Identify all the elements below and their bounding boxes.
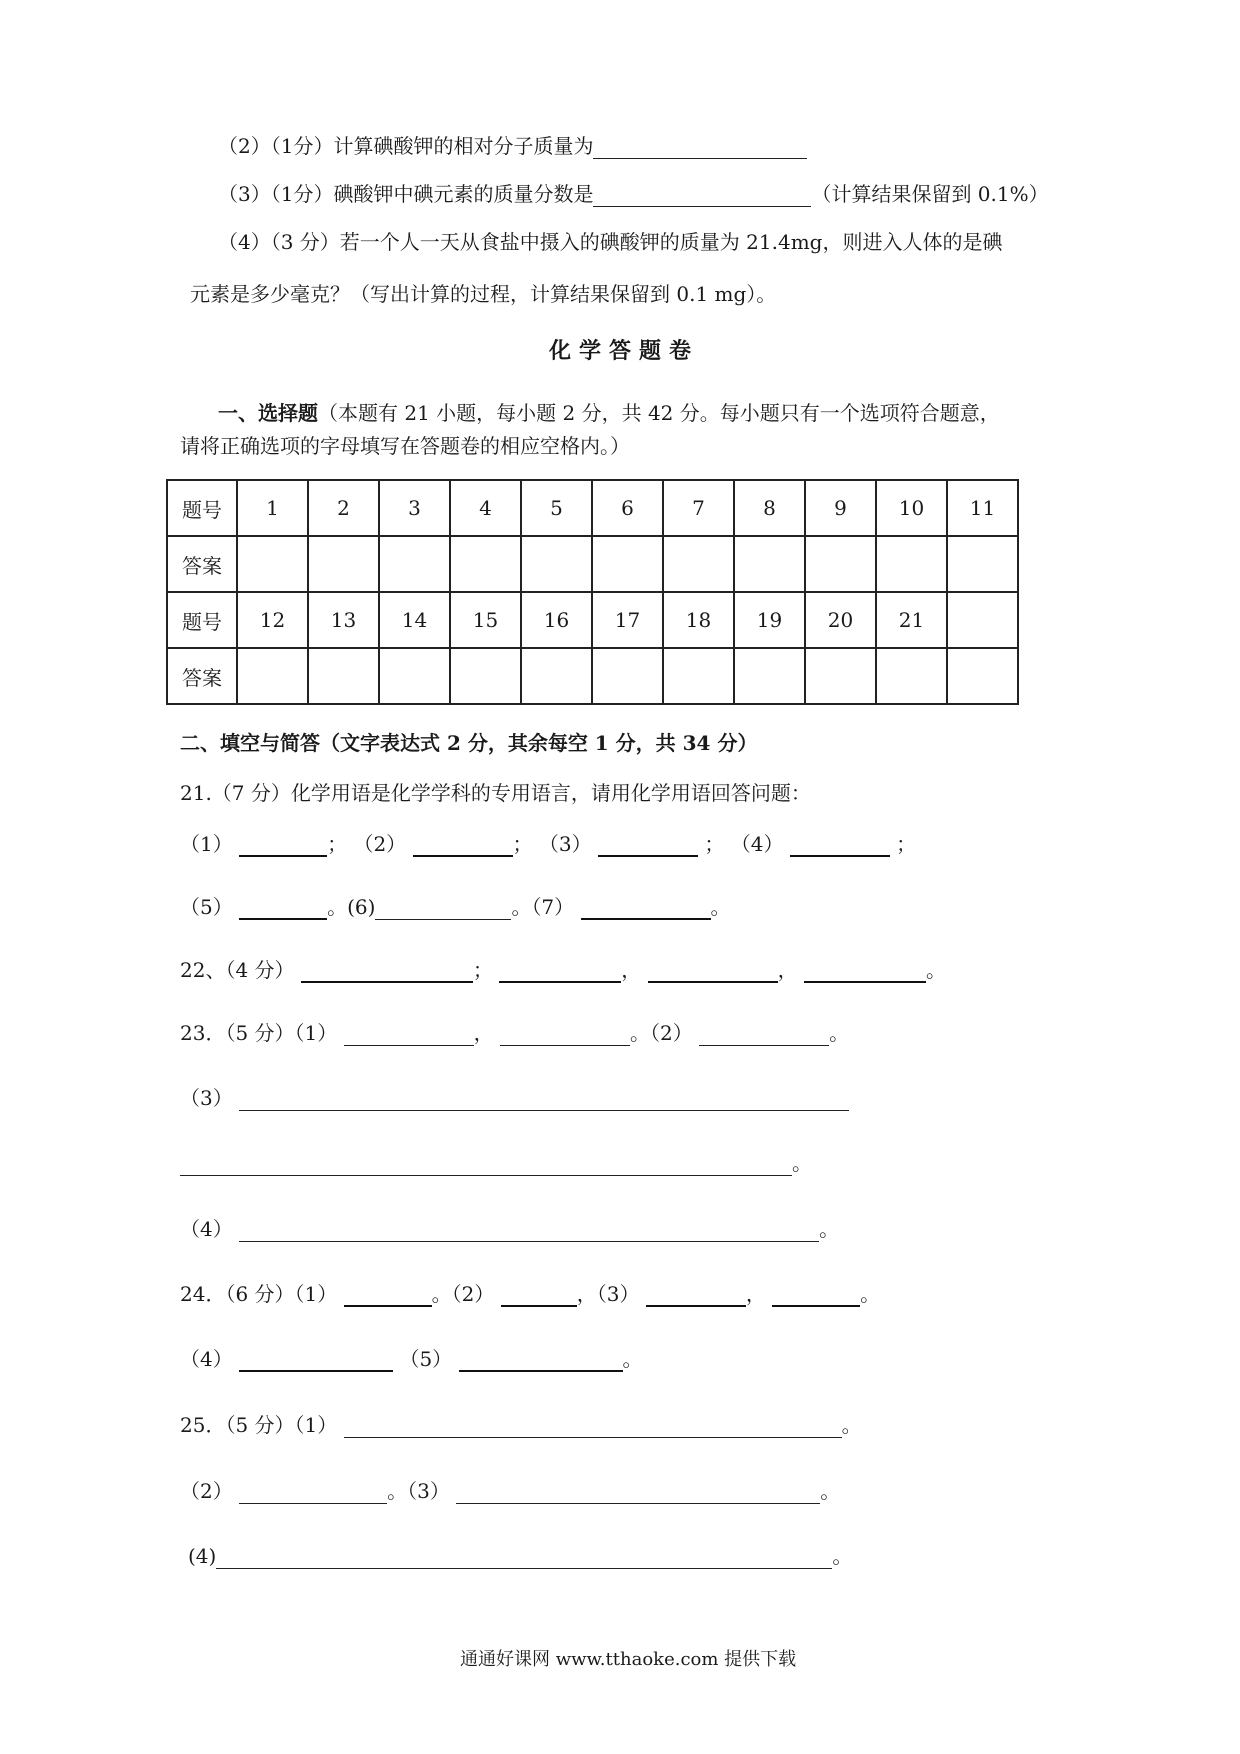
part-label: （4） bbox=[180, 1347, 233, 1371]
answer-blank[interactable] bbox=[790, 833, 890, 857]
answer-cell[interactable] bbox=[450, 536, 521, 592]
answer-blank[interactable] bbox=[499, 959, 621, 983]
punctuation: 。 bbox=[710, 895, 731, 919]
question-number-cell: 21 bbox=[876, 592, 947, 648]
part-label: （2） bbox=[353, 832, 407, 856]
punctuation: 。 bbox=[832, 1544, 853, 1568]
section-1-desc-line2: 请将正确选项的字母填写在答题卷的相应空格内。） bbox=[180, 434, 630, 458]
punctuation: ； bbox=[472, 958, 493, 982]
part-label: （3） bbox=[180, 1086, 233, 1110]
punctuation: ； bbox=[896, 832, 917, 856]
question-25-row1 bbox=[180, 1412, 862, 1438]
table-row bbox=[167, 480, 1018, 536]
question-number-cell: 12 bbox=[237, 592, 308, 648]
question-number-cell: 5 bbox=[521, 480, 592, 536]
punctuation: ， bbox=[576, 1282, 597, 1306]
answer-blank[interactable] bbox=[646, 1283, 746, 1307]
punctuation: ， bbox=[777, 958, 798, 982]
footer-text: 通通好课网 www.tthaoke.com 提供下载 bbox=[460, 1649, 797, 1670]
section-1-desc: （本题有 21 小题，每小题 2 分，共 42 分。每小题只有一个选项符合题意， bbox=[318, 401, 1000, 425]
answer-cell[interactable] bbox=[308, 648, 379, 704]
punctuation: 。 bbox=[841, 1413, 862, 1437]
answer-cell[interactable] bbox=[237, 536, 308, 592]
question-number-cell: 2 bbox=[308, 480, 379, 536]
section-1-heading bbox=[218, 400, 1000, 426]
answer-blank[interactable] bbox=[239, 1219, 819, 1242]
answer-blank[interactable] bbox=[180, 1153, 792, 1176]
answer-cell[interactable] bbox=[379, 648, 450, 704]
table-row-label: 题号 bbox=[167, 592, 237, 648]
question-label: 23．（5 分）（1） bbox=[180, 1021, 338, 1045]
answer-cell[interactable] bbox=[450, 648, 521, 704]
answer-blank[interactable] bbox=[804, 959, 926, 983]
answer-blank[interactable] bbox=[459, 1348, 623, 1372]
part-label: （4） bbox=[730, 832, 784, 856]
question-2-blank[interactable] bbox=[593, 136, 807, 159]
answer-blank[interactable] bbox=[648, 959, 778, 983]
question-23-row2 bbox=[180, 1085, 849, 1111]
question-3 bbox=[218, 181, 1049, 207]
page-title: 化学答题卷 bbox=[549, 338, 700, 364]
question-label: 25．（5 分）（1） bbox=[180, 1413, 338, 1437]
question-2 bbox=[218, 133, 807, 159]
answer-cell[interactable] bbox=[592, 648, 663, 704]
question-4-line2: 元素是多少毫克？（写出计算的过程，计算结果保留到 0.1 mg）。 bbox=[190, 282, 777, 306]
question-number-cell: 18 bbox=[663, 592, 734, 648]
punctuation: 。 bbox=[629, 1021, 650, 1045]
table-row bbox=[167, 536, 1018, 592]
answer-blank[interactable] bbox=[344, 1415, 842, 1438]
answer-blank[interactable] bbox=[301, 959, 473, 983]
part-label: （3） bbox=[596, 1282, 640, 1306]
question-number-cell: 7 bbox=[663, 480, 734, 536]
answer-cell[interactable] bbox=[876, 536, 947, 592]
punctuation: ； bbox=[704, 832, 725, 856]
answer-blank[interactable] bbox=[239, 1481, 387, 1504]
question-4-line1: （4）（3 分）若一个人一天从食盐中摄入的碘酸钾的质量为 21.4mg，则进入人体的是碘 bbox=[218, 230, 1003, 254]
part-label: （2） bbox=[451, 1282, 495, 1306]
part-label: （2） bbox=[649, 1021, 693, 1045]
question-number-cell: 15 bbox=[450, 592, 521, 648]
question-number-cell: 14 bbox=[379, 592, 450, 648]
part-label: （7） bbox=[531, 895, 575, 919]
punctuation: ； bbox=[512, 832, 533, 856]
punctuation: 。 bbox=[829, 1021, 850, 1045]
punctuation: 。 bbox=[622, 1347, 643, 1371]
question-3-label: （3）（1分）碘酸钾中碘元素的质量分数是 bbox=[218, 182, 594, 206]
answer-cell[interactable] bbox=[521, 536, 592, 592]
question-23-row4 bbox=[180, 1216, 839, 1242]
answer-blank[interactable] bbox=[500, 1023, 630, 1046]
table-row-label: 答案 bbox=[167, 648, 237, 704]
part-label: （3） bbox=[538, 832, 592, 856]
answer-blank[interactable] bbox=[239, 833, 327, 857]
answer-blank[interactable] bbox=[581, 896, 711, 920]
punctuation: 。 bbox=[925, 958, 946, 982]
question-23-row3 bbox=[180, 1150, 812, 1176]
section-1-title: 一、选择题 bbox=[218, 401, 318, 425]
question-22 bbox=[180, 957, 946, 983]
question-24-row2 bbox=[180, 1346, 643, 1372]
question-25-row3 bbox=[188, 1543, 852, 1569]
answer-blank[interactable] bbox=[772, 1283, 860, 1307]
answer-blank[interactable] bbox=[699, 1023, 829, 1046]
answer-cell[interactable] bbox=[947, 648, 1018, 704]
question-number-cell: 20 bbox=[805, 592, 876, 648]
question-number-cell: 6 bbox=[592, 480, 663, 536]
punctuation: 。 bbox=[860, 1282, 881, 1306]
punctuation: 。 bbox=[431, 1282, 452, 1306]
question-number-cell bbox=[947, 592, 1018, 648]
question-number-cell: 11 bbox=[947, 480, 1018, 536]
answer-cell[interactable] bbox=[805, 536, 876, 592]
answer-cell[interactable] bbox=[237, 648, 308, 704]
part-label: （5） bbox=[180, 895, 233, 919]
answer-blank[interactable] bbox=[456, 1481, 820, 1504]
punctuation: 。 bbox=[511, 895, 532, 919]
punctuation: ； bbox=[327, 832, 348, 856]
question-number-cell: 17 bbox=[592, 592, 663, 648]
question-number-cell: 16 bbox=[521, 592, 592, 648]
answer-cell[interactable] bbox=[663, 648, 734, 704]
punctuation: 。 bbox=[792, 1151, 812, 1175]
punctuation: 。 bbox=[820, 1479, 841, 1503]
question-number-cell: 3 bbox=[379, 480, 450, 536]
answer-cell[interactable] bbox=[805, 648, 876, 704]
question-number-cell: 13 bbox=[308, 592, 379, 648]
part-label: (4) bbox=[188, 1544, 217, 1568]
answer-blank[interactable] bbox=[413, 833, 513, 857]
answer-table bbox=[166, 479, 1019, 705]
answer-blank[interactable] bbox=[344, 1283, 432, 1307]
question-2-label: （2）（1分）计算碘酸钾的相对分子质量为 bbox=[218, 134, 594, 158]
question-24-row1 bbox=[180, 1281, 880, 1307]
punctuation: 。 bbox=[327, 895, 348, 919]
question-number-cell: 4 bbox=[450, 480, 521, 536]
table-row-label: 答案 bbox=[167, 536, 237, 592]
answer-cell[interactable] bbox=[379, 536, 450, 592]
question-21-row1 bbox=[180, 831, 916, 857]
answer-cell[interactable] bbox=[734, 536, 805, 592]
answer-blank[interactable] bbox=[239, 1348, 393, 1372]
part-label: （2） bbox=[180, 1479, 233, 1503]
answer-blank[interactable] bbox=[216, 1546, 832, 1569]
question-number-cell: 1 bbox=[237, 480, 308, 536]
table-row bbox=[167, 648, 1018, 704]
part-label: (6) bbox=[347, 895, 376, 919]
answer-cell[interactable] bbox=[876, 648, 947, 704]
question-3-note: （计算结果保留到 0.1%） bbox=[811, 182, 1049, 206]
answer-cell[interactable] bbox=[663, 536, 734, 592]
part-label: （4） bbox=[180, 1217, 233, 1241]
question-number-cell: 19 bbox=[734, 592, 805, 648]
part-label: （3） bbox=[407, 1479, 450, 1503]
punctuation: ， bbox=[473, 1021, 494, 1045]
part-label: （1） bbox=[180, 832, 233, 856]
question-number-cell: 9 bbox=[805, 480, 876, 536]
answer-blank[interactable] bbox=[375, 897, 511, 920]
table-row-label: 题号 bbox=[167, 480, 237, 536]
answer-cell[interactable] bbox=[947, 536, 1018, 592]
answer-blank[interactable] bbox=[239, 1088, 849, 1111]
punctuation: 。 bbox=[819, 1217, 840, 1241]
question-3-blank[interactable] bbox=[593, 184, 811, 207]
answer-cell[interactable] bbox=[308, 536, 379, 592]
answer-blank[interactable] bbox=[501, 1283, 577, 1307]
question-number-cell: 10 bbox=[876, 480, 947, 536]
part-label: （5） bbox=[399, 1347, 453, 1371]
question-23-row1 bbox=[180, 1020, 849, 1046]
question-21-stem: 21.（7 分）化学用语是化学学科的专用语言，请用化学用语回答问题： bbox=[180, 781, 811, 805]
punctuation: 。 bbox=[387, 1479, 408, 1503]
question-25-row2 bbox=[180, 1478, 840, 1504]
question-21-row2 bbox=[180, 894, 731, 920]
question-label: 22、（4 分） bbox=[180, 958, 295, 982]
answer-blank[interactable] bbox=[344, 1023, 474, 1046]
question-label: 24．（6 分）（1） bbox=[180, 1282, 338, 1306]
section-2-heading: 二、填空与简答（文字表达式 2 分，其余每空 1 分，共 34 分） bbox=[180, 731, 758, 755]
answer-blank[interactable] bbox=[598, 833, 698, 857]
punctuation: ， bbox=[745, 1282, 766, 1306]
answer-blank[interactable] bbox=[239, 896, 327, 920]
table-row bbox=[167, 592, 1018, 648]
question-number-cell: 8 bbox=[734, 480, 805, 536]
punctuation: ， bbox=[621, 958, 642, 982]
answer-cell[interactable] bbox=[521, 648, 592, 704]
answer-cell[interactable] bbox=[734, 648, 805, 704]
answer-cell[interactable] bbox=[592, 536, 663, 592]
